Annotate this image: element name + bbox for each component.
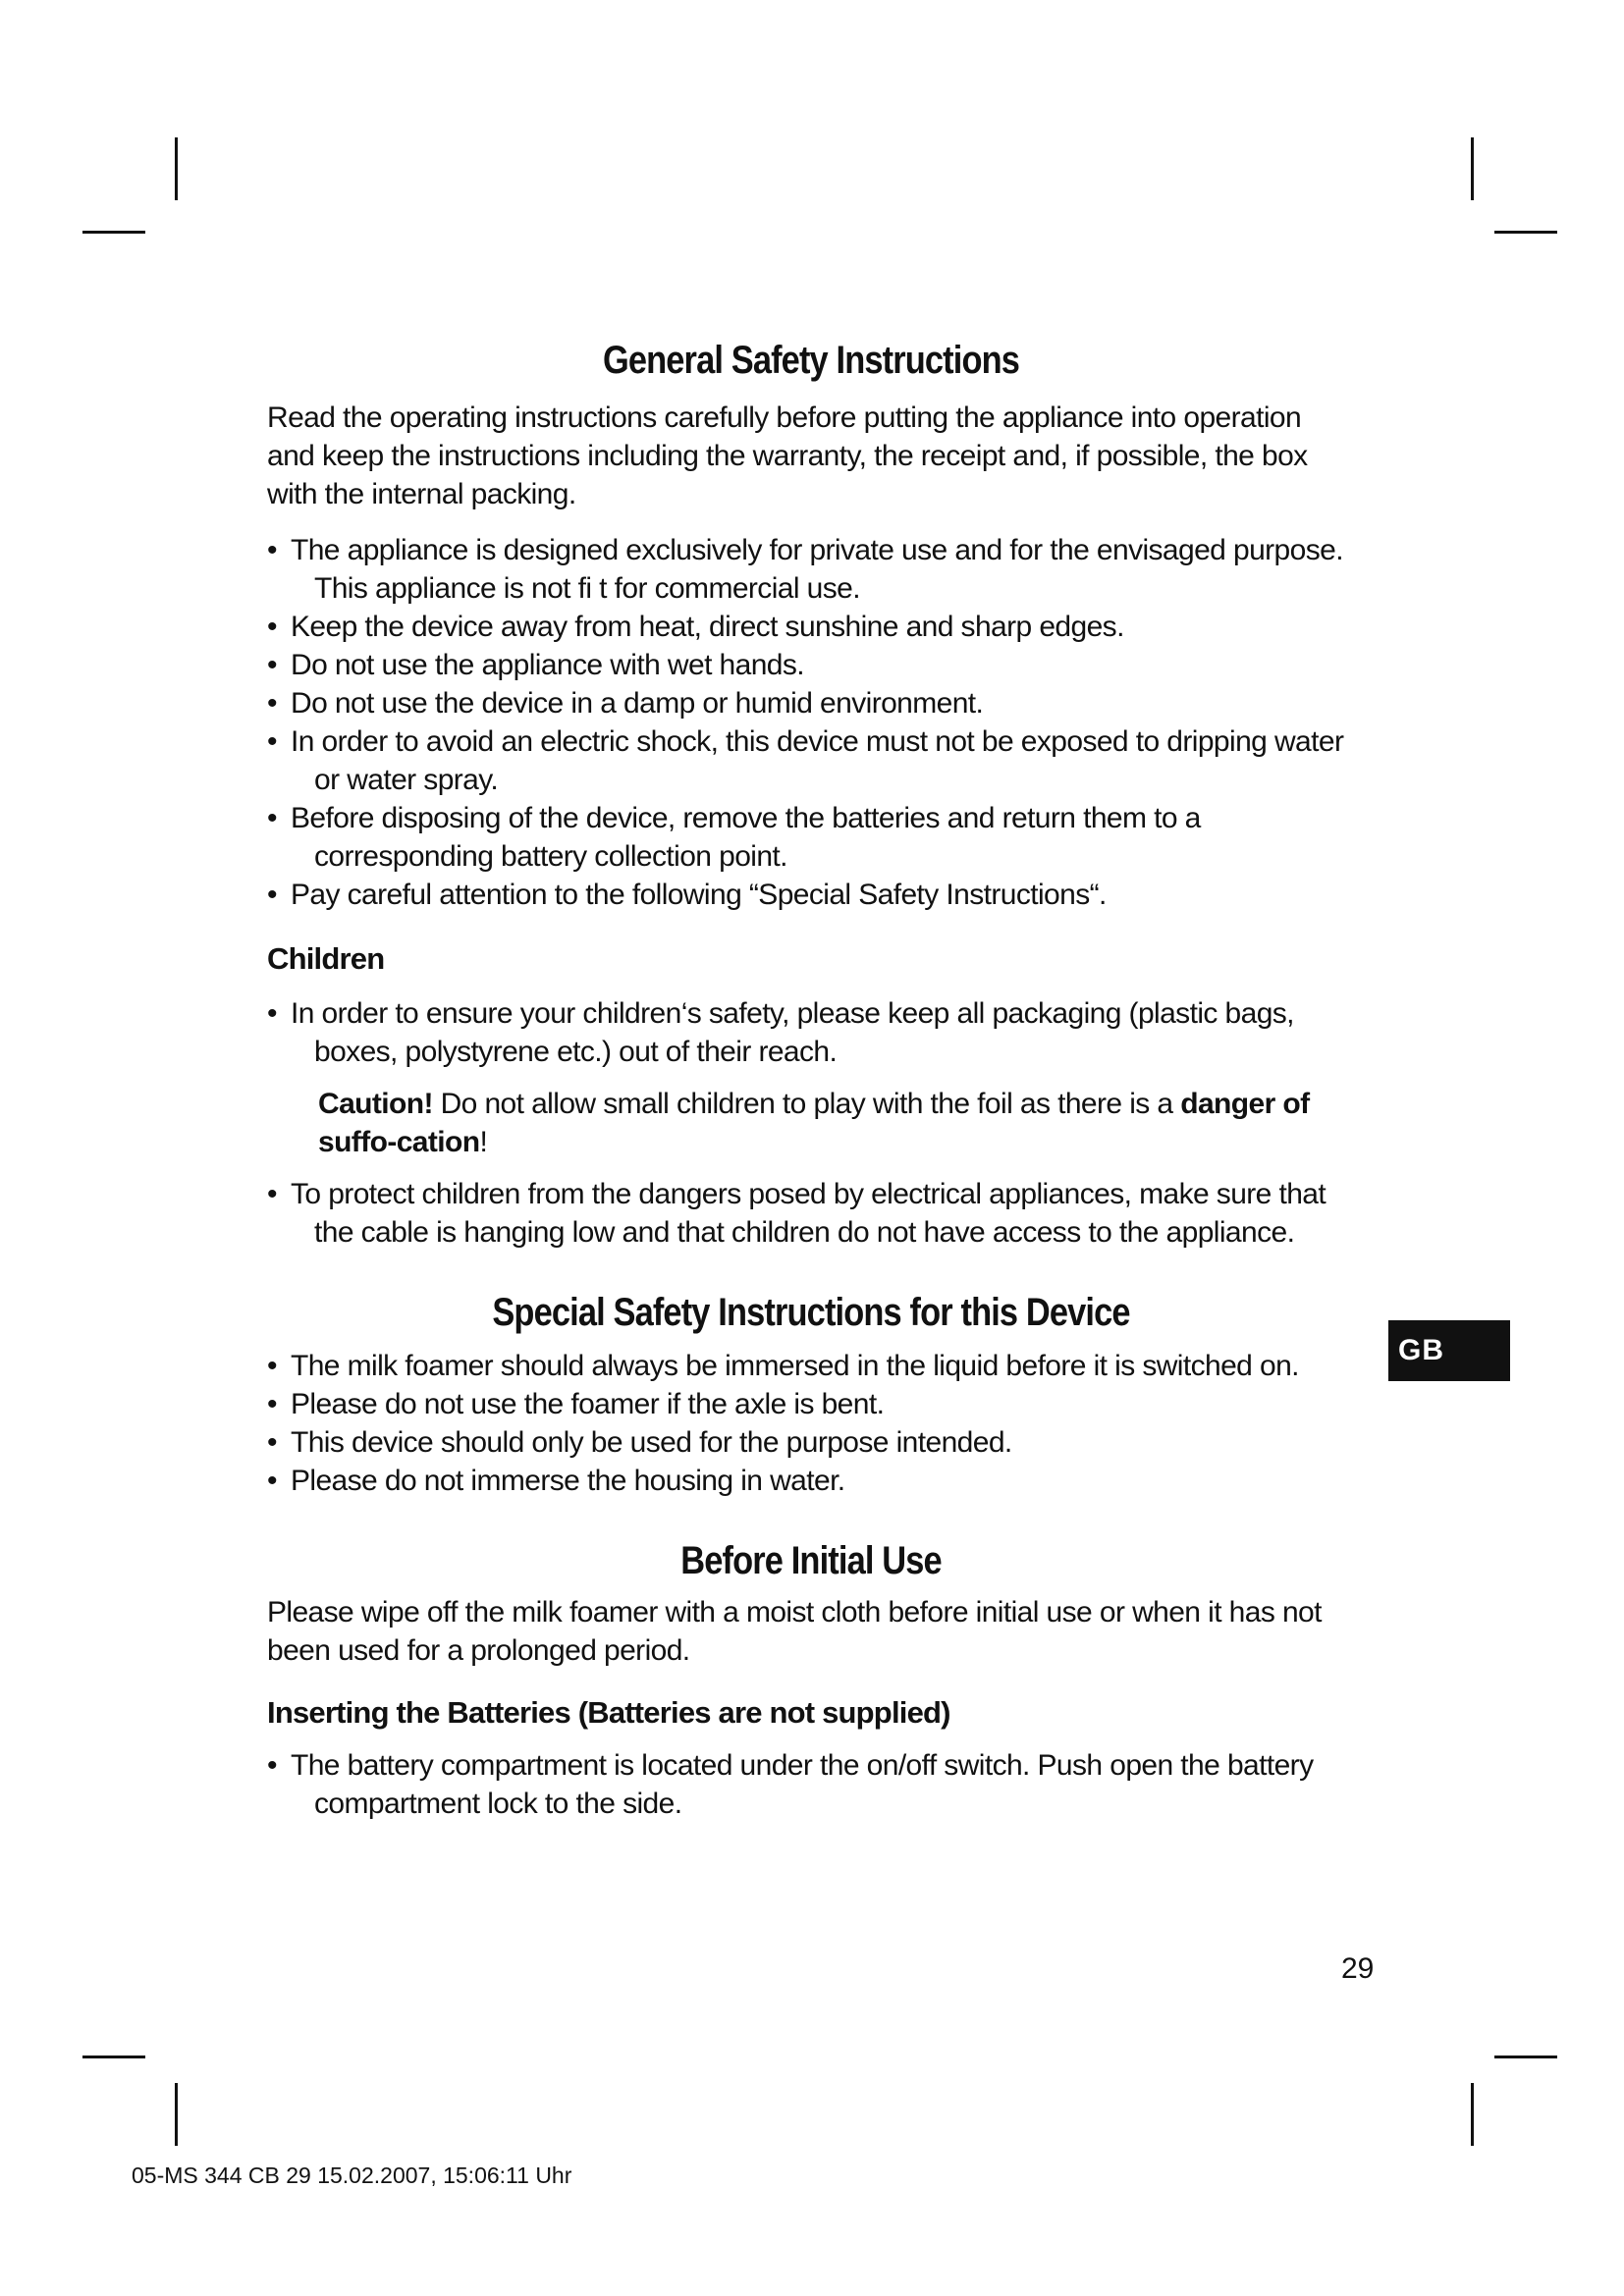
list-item: • The milk foamer should always be immersed in the liquid before it is switched on. (267, 1347, 1355, 1385)
list-item: • Do not use the device in a damp or humid environment. (267, 684, 1355, 722)
batteries-bullet-list (267, 1746, 1355, 1823)
list-item: • In order to avoid an electric shock, this device must not be exposed to dripping water or water spray. (267, 722, 1355, 799)
list-item: • Do not use the appliance with wet hands. (267, 646, 1355, 684)
crop-mark (1471, 137, 1474, 200)
list-item: • Please do not use the foamer if the axle is bent. (267, 1385, 1355, 1423)
list-item: • In order to ensure your children‘s safety, please keep all packaging (plastic bags, boxes, polystyrene etc.) out of their reach. (267, 994, 1355, 1071)
crop-mark (82, 231, 145, 234)
crop-mark (175, 137, 178, 200)
list-item: • Keep the device away from heat, direct sunshine and sharp edges. (267, 608, 1355, 646)
list-item: • Pay careful attention to the following “Special Safety Instructions“. (267, 876, 1355, 914)
crop-mark (82, 2056, 145, 2058)
page-number: 29 (1341, 1952, 1375, 1985)
list-item: • This device should only be used for the purpose intended. (267, 1423, 1355, 1462)
general-safety-title: General Safety Instructions (602, 339, 1020, 382)
caution-note (267, 1085, 1355, 1161)
list-item: • The battery compartment is located under the on/off switch. Push open the battery compartment lock to the side. (267, 1746, 1355, 1823)
language-tab: GB (1388, 1320, 1510, 1381)
general-intro: Read the operating instructions carefully before putting the appliance into operation and keep the instructions including the warranty, the receipt and, if possible, the box with the internal packing. (267, 401, 1308, 510)
general-bullet-list (267, 531, 1355, 914)
children-bullet-list-2 (267, 1175, 1355, 1252)
crop-mark (1494, 2056, 1557, 2058)
list-item: • Please do not immerse the housing in water. (267, 1462, 1355, 1500)
caution-end: ! (479, 1126, 488, 1158)
caution-danger: danger of suffo-cation (318, 1088, 1310, 1158)
print-footer: 05-MS 344 CB 29 15.02.2007, 15:06:11 Uhr (132, 2163, 572, 2188)
crop-mark (1494, 231, 1557, 234)
list-item: • To protect children from the dangers posed by electrical appliances, make sure that the cable is hanging low and that children do not have access to the appliance. (267, 1175, 1355, 1252)
caution-text: Do not allow small children to play with the foil as there is a (432, 1088, 1181, 1120)
before-initial-use-title: Before Initial Use (680, 1539, 942, 1582)
crop-mark (1471, 2083, 1474, 2146)
crop-mark (175, 2083, 178, 2146)
before-intro: Please wipe off the milk foamer with a moist cloth before initial use or when it has not been used for a prolonged period. (267, 1596, 1322, 1667)
special-bullet-list (267, 1347, 1355, 1500)
page-content (267, 339, 1355, 1823)
caution-label: Caution! (318, 1088, 433, 1120)
special-safety-title: Special Safety Instructions for this Device (492, 1291, 1130, 1334)
children-heading: Children (267, 941, 385, 976)
children-bullet-list (267, 994, 1355, 1071)
list-item: • The appliance is designed exclusively for private use and for the envisaged purpose. This appliance is not fi t for commercial use. (267, 531, 1355, 608)
list-item: • Before disposing of the device, remove the batteries and return them to a corresponding battery collection point. (267, 799, 1355, 876)
batteries-heading: Inserting the Batteries (Batteries are not supplied) (267, 1695, 950, 1730)
